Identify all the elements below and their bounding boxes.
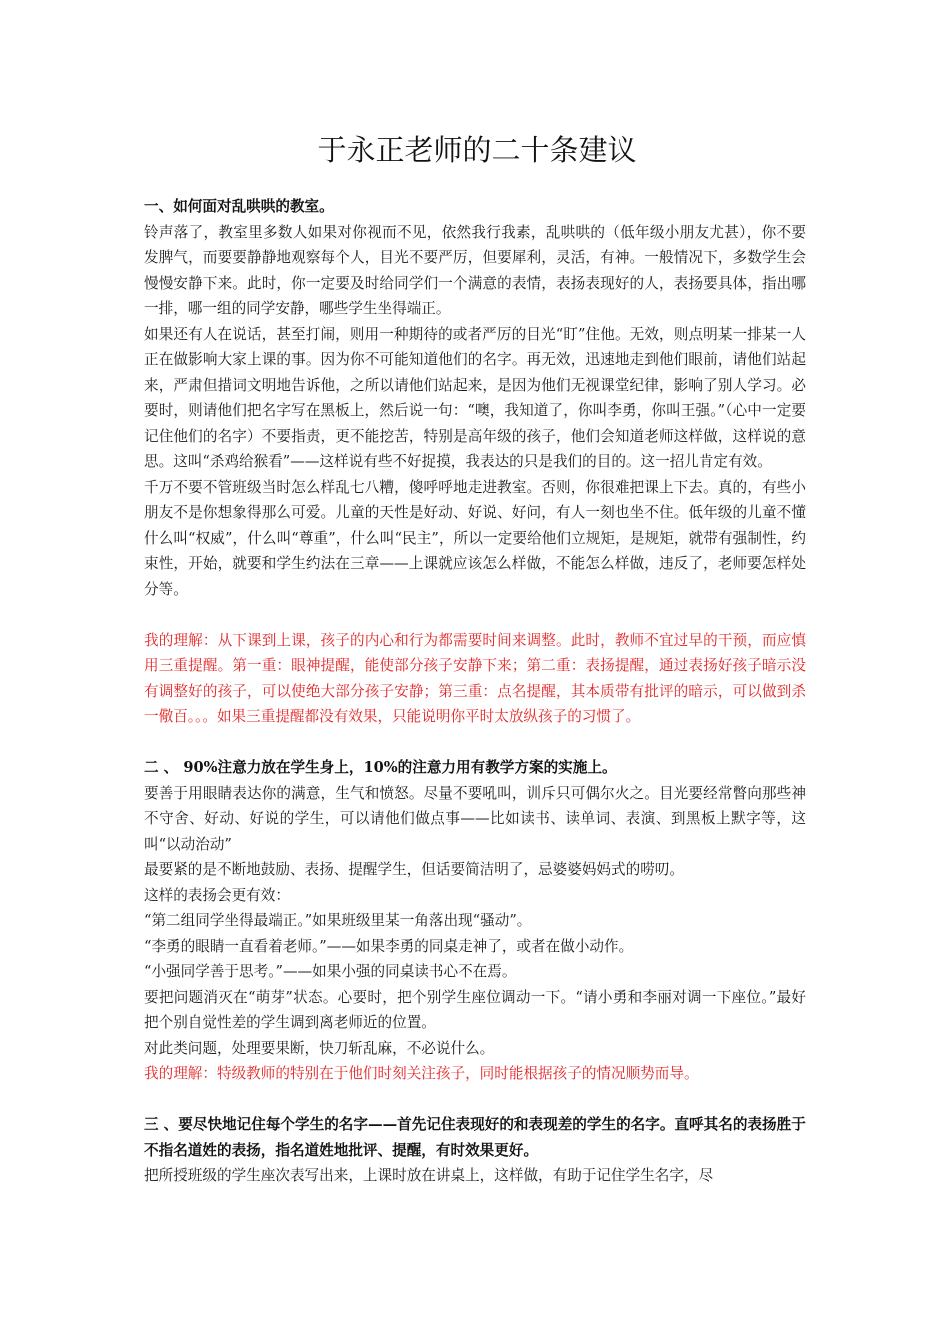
spacer [144,1087,806,1113]
section-heading: 二 、 90%注意力放在学生身上，10%的注意力用有教学方案的实施上。 [144,759,617,776]
paragraph: “李勇的眼睛一直看着老师。”——如果李勇的同桌走神了，或者在做小动作。 [144,937,634,955]
section-3 [144,1112,806,1189]
section-heading: 三 、要尽快地记住每个学生的名字——首先记住表现好的和表现差的学生的名字。直呼其名的表扬胜于不指名道姓的表扬，指名道姓地批评、提醒，有时效果更好。 [144,1116,806,1159]
paragraph: “小强同学善于思考。”——如果小强的同桌读书心不在焉。 [144,963,517,980]
commentary-note: 我的理解：特级教师的特别在于他们时刻关注孩子，同时能根据孩子的情况顺势而导。 [144,1065,699,1082]
spacer [144,602,806,628]
paragraph: 这样的表扬会更有效： [144,886,290,904]
section-1 [144,194,806,755]
paragraph: 要把问题消灭在“萌芽”状态。心要时，把个别学生座位调动一下。“请小勇和李丽对调一下座位。”最好把个别自觉性差的学生调到离老师近的位置。 [144,988,806,1031]
section-2 [144,755,806,1112]
paragraph: 对此类问题，处理要果断，快刀斩乱麻，不必说什么。 [144,1039,495,1057]
paragraph: 千万不要不管班级当时怎么样乱七八糟，傻呼呼地走进教室。否则，你很难把课上下去。真的，有些小朋友不是你想象得那么可爱。儿童的天性是好动、好说、好问，有人一刻也坐不住。低年级的儿童不懂什么叫“权威”，什么叫“尊重”，什么叫“民主”，所以一定要给他们立规矩，是规矩，就带有强制性，约束性，开始，就要和学生约法在三章——上课就应该怎么样做，不能怎么样做，违反了，老师要怎样处分等。 [144,478,806,598]
paragraph: 把所授班级的学生座次表写出来，上课时放在讲桌上，这样做，有助于记住学生名字，尽 [144,1167,714,1184]
paragraph: 要善于用眼睛表达你的满意，生气和愤怒。尽量不要吼叫，训斥只可偶尔火之。目光要经常瞥向那些神不守舍、好动、好说的学生，可以请他们做点事——比如读书、读单词、表演、到黑板上默字等，这叫“以动治动” [144,784,806,853]
section-heading: 一、如何面对乱哄哄的教室。 [144,198,334,215]
commentary-note: 我的理解：从下课到上课，孩子的内心和行为都需要时间来调整。此时，教师不宜过早的干预，而应慎用三重提醒。第一重：眼神提醒，能使部分孩子安静下来；第二重：表扬提醒，通过表扬好孩子暗示没有调整好的孩子，可以使绝大部分孩子安静；第三重：点名提醒，其本质带有批评的暗示，可以做到杀一儆百。。。如果三重提醒都没有效果，只能说明你平时太放纵孩子的习惯了。 [144,631,806,725]
spacer [144,730,806,756]
document-page [144,130,806,1189]
page-title: 于永正老师的二十条建议 [317,133,637,167]
paragraph: 铃声落了，教室里多数人如果对你视而不见，依然我行我素，乱哄哄的（低年级小朋友尤甚），你不要发脾气，而要要静静地观察每个人，目光不要严厉，但要犀利，灵活，有神。一般情况下，多数学生会慢慢安静下来。此时，你一定要及时给同学们一个满意的表情，表扬表现好的人，表扬要具体，指出哪一排，哪一组的同学安静，哪些学生坐得端正。 [144,223,806,317]
paragraph: 如果还有人在说话，甚至打闹，则用一种期待的或者严厉的目光“盯”住他。无效，则点明某一排某一人正在做影响大家上课的事。因为你不可能知道他们的名字。再无效，迅速地走到他们眼前，请他们站起来，严肃但措词文明地告诉他，之所以请他们站起来，是因为他们无视课堂纪律，影响了别人学习。必要时，则请他们把名字写在黑板上，然后说一句：“噢，我知道了，你叫李勇，你叫王强。”（心中一定要记住他们的名字）不要指责，更不能挖苦，特别是高年级的孩子，他们会知道老师这样做，这样说的意思。这叫“杀鸡给猴看”——这样说有些不好捉摸，我表达的只是我们的目的。这一招儿肯定有效。 [144,325,806,470]
paragraph: 最要紧的是不断地鼓励、表扬、提醒学生，但话要简洁明了，忌婆婆妈妈式的唠叨。 [144,861,684,878]
paragraph: “第二组同学坐得最端正。”如果班级里某一角落出现“骚动”。 [144,912,532,929]
